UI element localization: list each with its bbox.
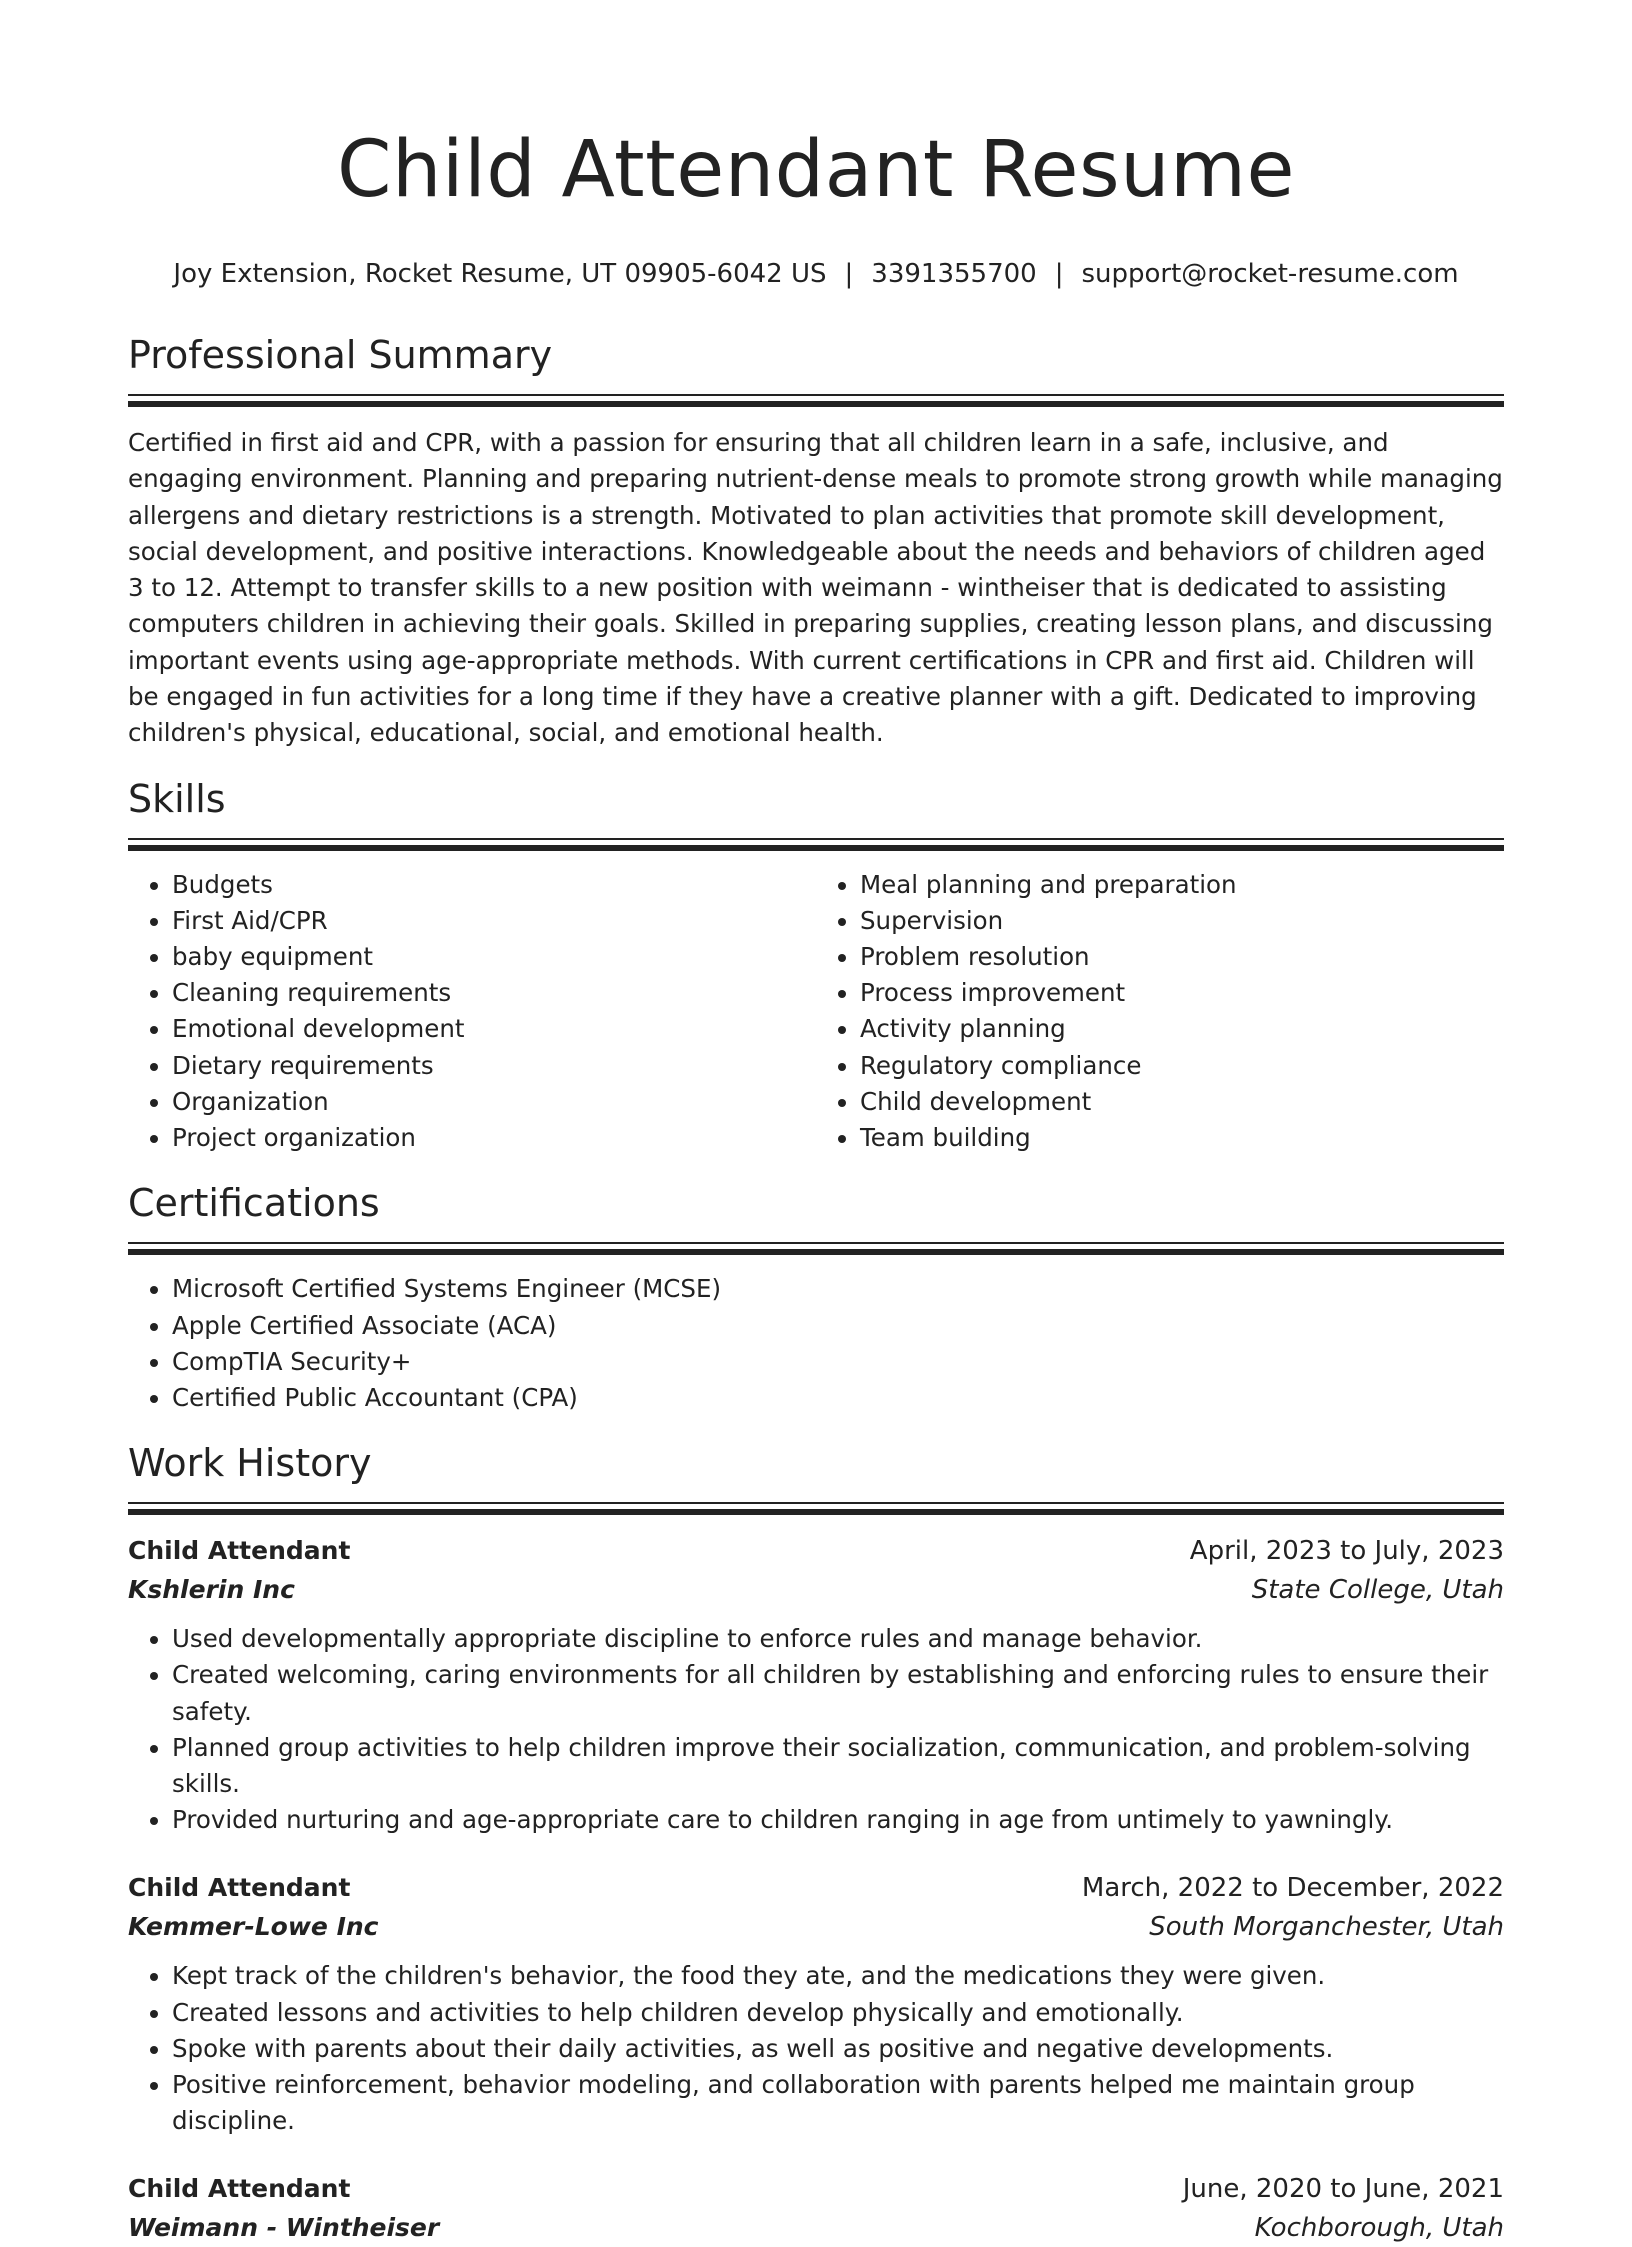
job-title: Child Attendant <box>128 1873 351 1903</box>
skill-item: • Child development <box>860 1084 1504 1120</box>
skill-item: • Project organization <box>172 1120 816 1156</box>
skill-item: • Budgets <box>172 867 816 903</box>
contact-address: Joy Extension, Rocket Resume, UT 09905-6042 US <box>173 259 827 289</box>
job-entry <box>128 2169 1504 2247</box>
skill-item: • Cleaning requirements <box>172 975 816 1011</box>
skills-heading: Skills <box>128 776 226 821</box>
certifications-list <box>128 1271 1504 1416</box>
job-duty: • Created lessons and activities to help children develop physically and emotionally. <box>172 1995 1504 2031</box>
skills-list-left <box>128 867 816 1157</box>
job-location: State College, Utah <box>1251 1575 1504 1606</box>
job-title: Child Attendant <box>128 2174 351 2204</box>
certifications-heading: Certifications <box>128 1181 380 1226</box>
skill-item: • Regulatory compliance <box>860 1048 1504 1084</box>
job-location: South Morganchester, Utah <box>1149 1912 1504 1943</box>
certification-item: • CompTIA Security+ <box>172 1344 1504 1380</box>
job-duties <box>128 1958 1504 2139</box>
summary-text: Certified in first aid and CPR, with a passion for ensuring that all children learn in a safe, inclusive, and engaging environment. Planning and preparing nutrient-dense meals to promote strong growth while managing allergens and dietary restrictions is a strength. Motivated to plan activities that promote skill development, social development, and positive interactions. Knowledgeable about the needs and behaviors of children aged 3 to 12. Attempt to transfer skills to a new position with weimann - wintheiser that is dedicated to assisting computers children in achieving their goals. Skilled in preparing supplies, creating lesson plans, and discussing important events using age-appropriate methods. With current certifications in CPR and first aid. Children will be engaged in fun activities for a long time if they have a creative planner with a gift. Dedicated to improving children's physical, educational, social, and emotional health. <box>128 428 1503 748</box>
job-duties <box>128 1621 1504 1838</box>
job-dates: June, 2020 to June, 2021 <box>1182 2174 1504 2205</box>
skill-item: • baby equipment <box>172 939 816 975</box>
job-header <box>128 2169 1504 2209</box>
contact-line <box>128 256 1504 292</box>
skill-item: • Problem resolution <box>860 939 1504 975</box>
job-duty: • Provided nurturing and age-appropriate care to children ranging in age from untimely to yawningly. <box>172 1802 1504 1838</box>
job-duty: • Created welcoming, caring environments for all children by establishing and enforcing rules to ensure their safety. <box>172 1657 1504 1729</box>
job-subheader <box>128 2209 1504 2247</box>
job-duty: • Planned group activities to help children improve their socialization, communication, and problem-solving skills. <box>172 1730 1504 1802</box>
job-duty: • Used developmentally appropriate discipline to enforce rules and manage behavior. <box>172 1621 1504 1657</box>
job-company: Weimann - Wintheiser <box>128 2213 440 2243</box>
job-header <box>128 1868 1504 1908</box>
certification-item: • Microsoft Certified Systems Engineer (MCSE) <box>172 1271 1504 1307</box>
section-divider <box>128 394 1504 407</box>
skill-item: • Team building <box>860 1120 1504 1156</box>
job-subheader <box>128 1571 1504 1609</box>
job-company: Kemmer-Lowe Inc <box>128 1912 379 1942</box>
certification-item: • Certified Public Accountant (CPA) <box>172 1380 1504 1416</box>
job-location: Kochborough, Utah <box>1254 2213 1504 2244</box>
job-entry <box>128 1531 1504 1838</box>
resume-title: Child Attendant Resume <box>337 125 1295 215</box>
job-dates: March, 2022 to December, 2022 <box>1081 1873 1504 1904</box>
job-entry <box>128 1868 1504 2139</box>
work-history-heading: Work History <box>128 1441 372 1486</box>
skill-item: • Organization <box>172 1084 816 1120</box>
job-duty: • Positive reinforcement, behavior modeling, and collaboration with parents helped me maintain group discipline. <box>172 2067 1504 2139</box>
summary-heading: Professional Summary <box>128 333 553 377</box>
skill-item: • Meal planning and preparation <box>860 867 1504 903</box>
job-header <box>128 1531 1504 1571</box>
skill-item: • Supervision <box>860 903 1504 939</box>
contact-separator: | <box>1054 259 1064 289</box>
skill-item: • Activity planning <box>860 1011 1504 1047</box>
skill-item: • Dietary requirements <box>172 1048 816 1084</box>
job-duty: • Kept track of the children's behavior, the food they ate, and the medications they were given. <box>172 1958 1504 1994</box>
work-history-section <box>128 1440 1504 2247</box>
skill-item: • Emotional development <box>172 1011 816 1047</box>
section-divider <box>128 1502 1504 1515</box>
job-company: Kshlerin Inc <box>128 1575 295 1605</box>
job-duty: • Spoke with parents about their daily activities, as well as positive and negative developments. <box>172 2031 1504 2067</box>
job-title: Child Attendant <box>128 1536 351 1566</box>
skill-item: • Process improvement <box>860 975 1504 1011</box>
skills-section <box>128 776 1504 1157</box>
certifications-section <box>128 1180 1504 1416</box>
contact-email: support@rocket-resume.com <box>1081 259 1459 289</box>
skills-list-right <box>816 867 1504 1157</box>
summary-section <box>128 332 1504 752</box>
contact-separator: | <box>844 259 854 289</box>
certification-item: • Apple Certified Associate (ACA) <box>172 1308 1504 1344</box>
skills-grid <box>128 851 1504 1157</box>
contact-phone: 3391355700 <box>871 259 1037 289</box>
job-dates: April, 2023 to July, 2023 <box>1189 1536 1504 1567</box>
job-subheader <box>128 1908 1504 1946</box>
section-divider <box>128 838 1504 851</box>
section-divider <box>128 1242 1504 1255</box>
skill-item: • First Aid/CPR <box>172 903 816 939</box>
